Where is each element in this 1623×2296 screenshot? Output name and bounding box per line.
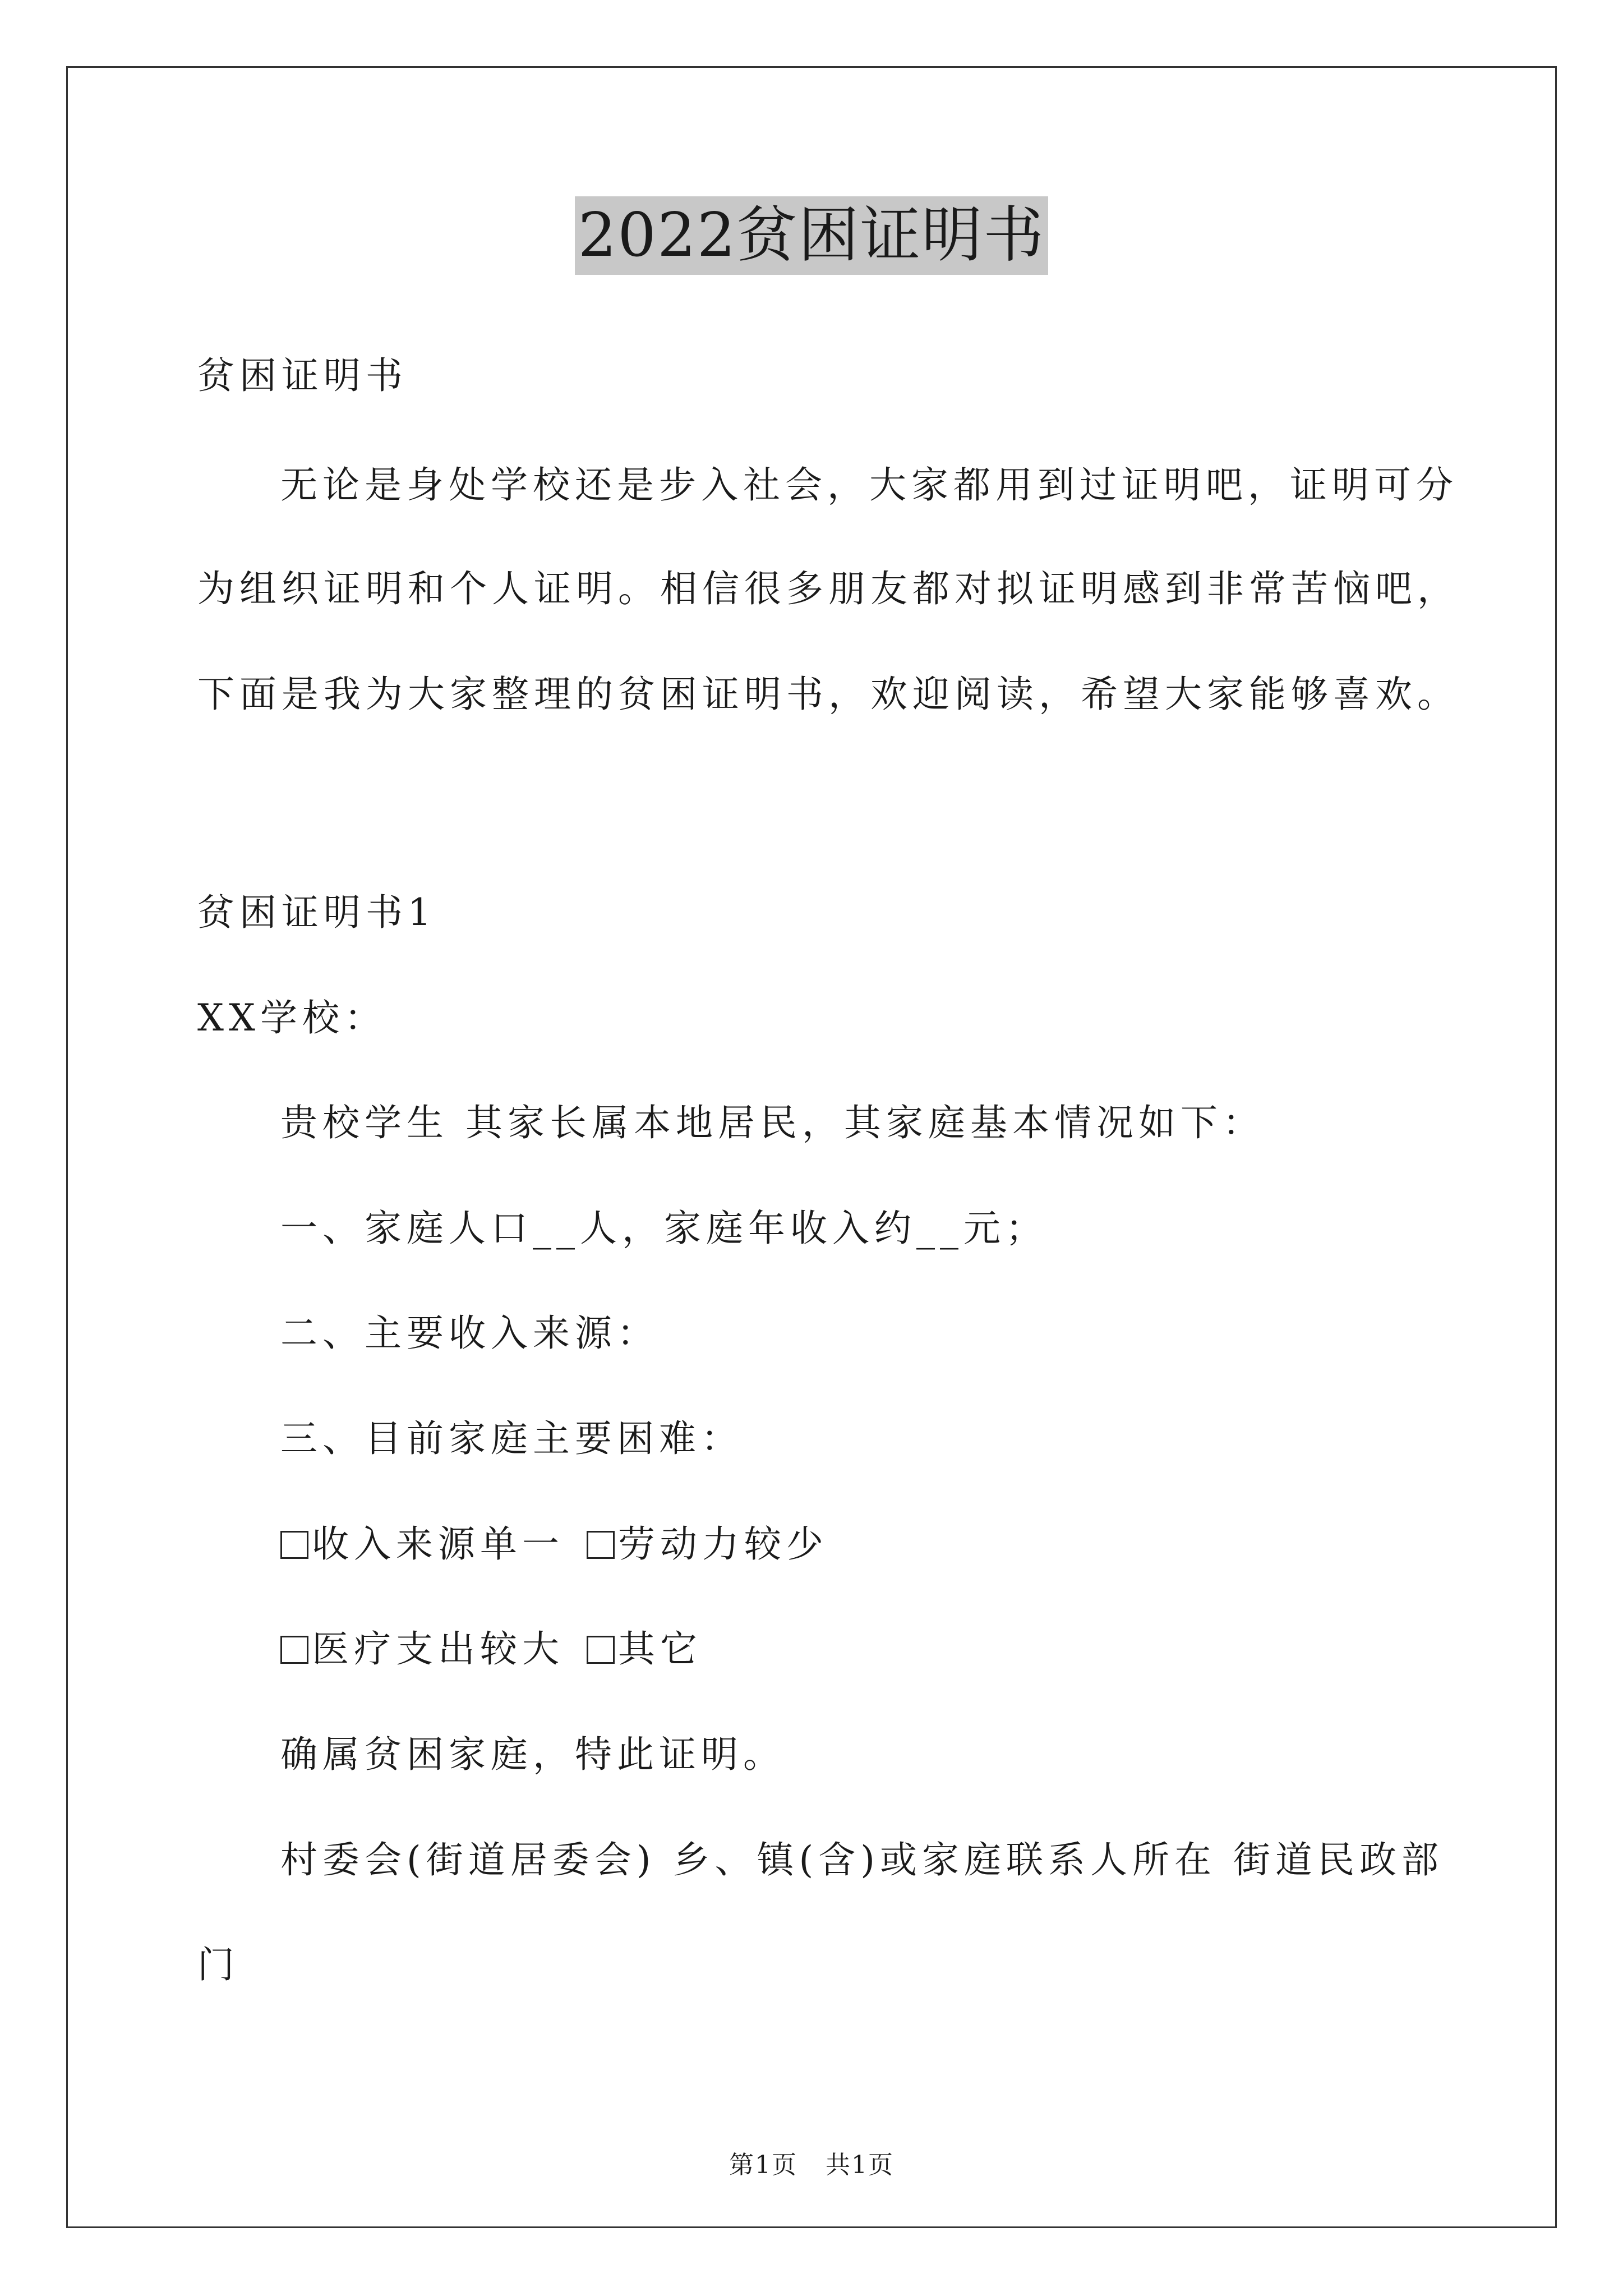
intro-paragraph-line-2: 为组织证明和个人证明。相信很多朋友都对拟证明感到非常苦恼吧， <box>197 567 1459 610</box>
checkbox-icon[interactable] <box>280 1531 308 1559</box>
intro-paragraph-line-3: 下面是我为大家整理的贫困证明书，欢迎阅读，希望大家能够喜欢。 <box>197 673 1459 716</box>
checkbox-label: 其它 <box>618 1627 702 1671</box>
checkbox-row-2 <box>280 1624 702 1674</box>
addressee: XX学校： <box>197 996 386 1039</box>
page-total: 共1页 <box>826 2151 894 2179</box>
page-number: 第1页 <box>729 2151 797 2179</box>
subsection-heading: 贫困证明书1 <box>197 891 436 934</box>
body-line-certification: 确属贫困家庭，特此证明。 <box>280 1733 785 1776</box>
intro-paragraph-line-1: 无论是身处学校还是步入社会，大家都用到过证明吧，证明可分 <box>280 463 1458 507</box>
section-heading: 贫困证明书 <box>197 354 408 397</box>
checkbox-label: 劳动力较少 <box>618 1522 828 1566</box>
body-line-authority-continued: 门 <box>197 1943 239 1986</box>
page-footer <box>0 2148 1623 2182</box>
title-wrapper <box>0 196 1623 275</box>
body-line-income-source: 二、主要收入来源： <box>280 1312 659 1355</box>
checkbox-label: 收入来源单一 <box>312 1522 564 1566</box>
body-line-difficulties: 三、目前家庭主要困难： <box>280 1417 743 1460</box>
document-title: 2022贫困证明书 <box>575 196 1049 275</box>
body-line-population: 一、家庭人口__人，家庭年收入约__元； <box>280 1207 1048 1250</box>
checkbox-icon[interactable] <box>280 1636 308 1664</box>
body-line-authority: 村委会(街道居委会) 乡、镇(含)或家庭联系人所在 街道民政部 <box>280 1838 1444 1881</box>
checkbox-icon[interactable] <box>587 1531 615 1559</box>
checkbox-icon[interactable] <box>587 1636 615 1664</box>
checkbox-label: 医疗支出较大 <box>312 1627 564 1671</box>
checkbox-row-1 <box>280 1519 828 1570</box>
body-line-student: 贵校学生 其家长属本地居民，其家庭基本情况如下： <box>280 1101 1265 1144</box>
